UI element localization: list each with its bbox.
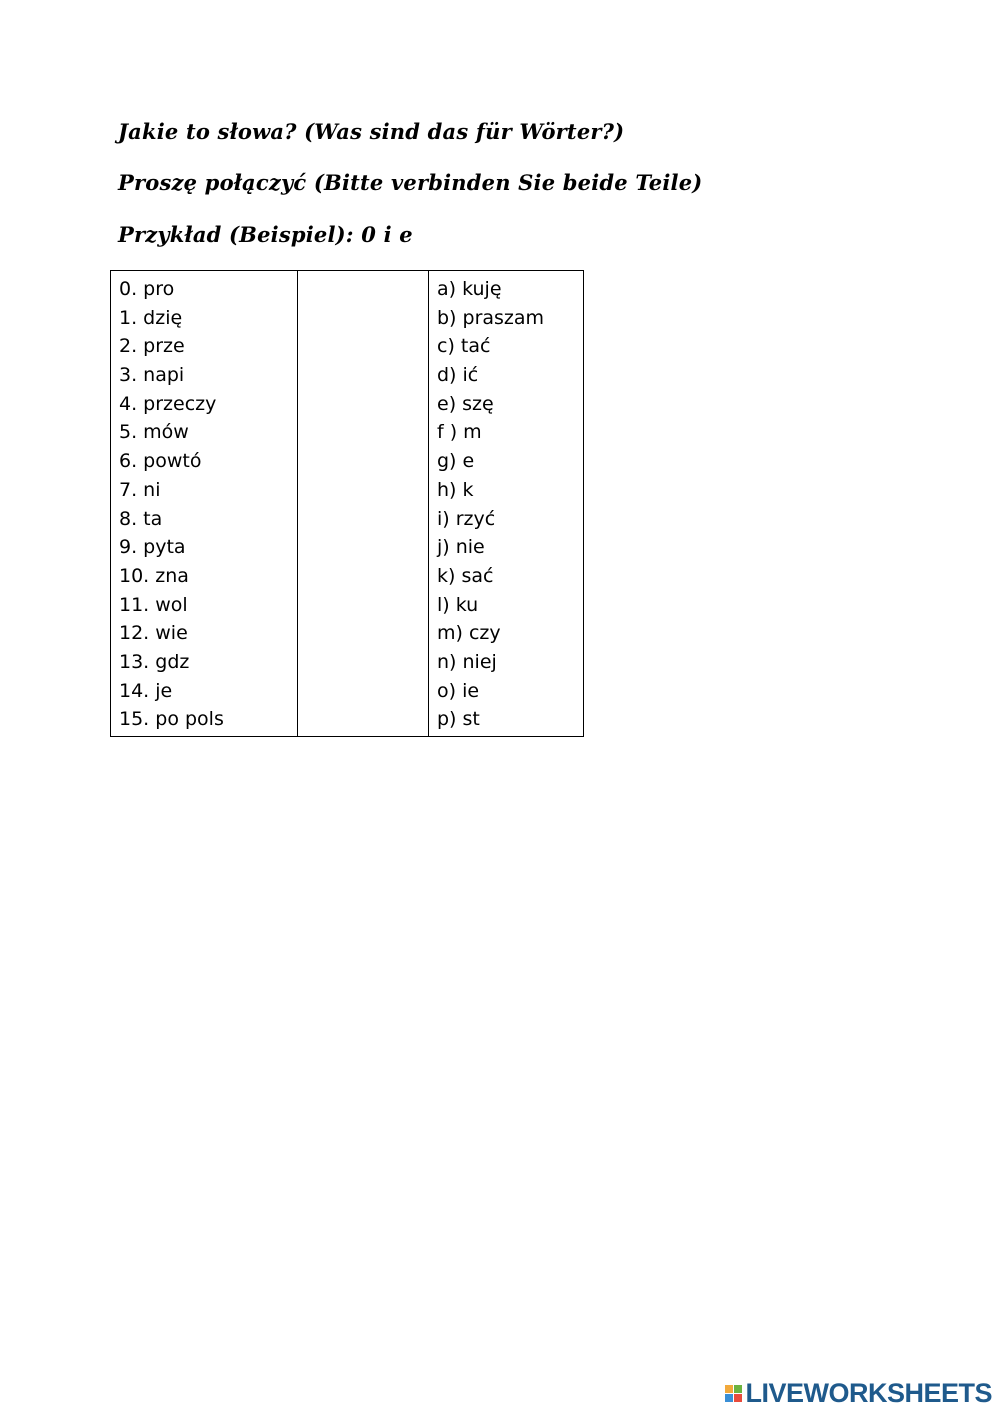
right-word-part: a) kuję: [437, 278, 502, 300]
right-word-part: n) niej: [437, 650, 497, 673]
exercise-instruction: Proszę połączyć (Bitte verbinden Sie beide Teile): [118, 170, 703, 195]
right-word-part: c) tać: [437, 335, 491, 358]
left-word-part: 0. pro: [119, 278, 175, 300]
left-word-part: 5. mów: [119, 421, 189, 444]
brand-text: LIVEWORKSHEETS: [745, 1378, 992, 1408]
left-word-part: 10. zna: [119, 564, 189, 587]
logo-square: [734, 1394, 742, 1402]
right-word-part: d) ić: [437, 364, 479, 387]
left-column: [111, 271, 298, 737]
left-word-part: 13. gdz: [119, 650, 190, 673]
logo-square: [725, 1394, 733, 1402]
left-word-part: 7. ni: [119, 478, 161, 501]
right-word-part: b) praszam: [437, 306, 545, 329]
right-word-part: e) szę: [437, 392, 494, 415]
matching-table: [110, 270, 584, 737]
left-word-parts-list: [119, 275, 289, 734]
answer-column[interactable]: [298, 271, 429, 737]
exercise-title: Jakie to słowa? (Was sind das für Wörter?): [118, 119, 625, 144]
left-word-part: 14. je: [119, 679, 173, 702]
right-word-part: i) rzyć: [437, 507, 496, 530]
left-word-part: 6. powtó: [119, 450, 202, 473]
right-column: [429, 271, 584, 737]
left-word-part: 8. ta: [119, 507, 163, 530]
right-word-part: p) st: [437, 708, 480, 731]
liveworksheets-logo-icon: [725, 1385, 742, 1402]
left-word-part: 15. po pols: [119, 708, 224, 731]
left-word-part: 4. przeczy: [119, 392, 217, 415]
right-word-part: j) nie: [437, 536, 485, 559]
right-word-part: m) czy: [437, 622, 501, 645]
right-word-parts-list: [437, 275, 575, 734]
logo-square: [725, 1385, 733, 1393]
right-word-part: k) sać: [437, 564, 494, 587]
left-word-part: 2. prze: [119, 335, 185, 358]
left-word-part: 9. pyta: [119, 536, 186, 559]
exercise-example: Przykład (Beispiel): 0 i e: [118, 222, 413, 247]
liveworksheets-brand: [725, 1378, 992, 1409]
right-word-part: f ) m: [437, 421, 482, 444]
right-word-part: l) ku: [437, 593, 479, 616]
right-word-part: o) ie: [437, 679, 480, 702]
logo-square: [734, 1385, 742, 1393]
left-word-part: 3. napi: [119, 364, 185, 387]
right-word-part: h) k: [437, 478, 474, 501]
right-word-part: g) e: [437, 450, 475, 473]
left-word-part: 1. dzię: [119, 306, 183, 329]
left-word-part: 11. wol: [119, 593, 188, 616]
left-word-part: 12. wie: [119, 622, 188, 645]
